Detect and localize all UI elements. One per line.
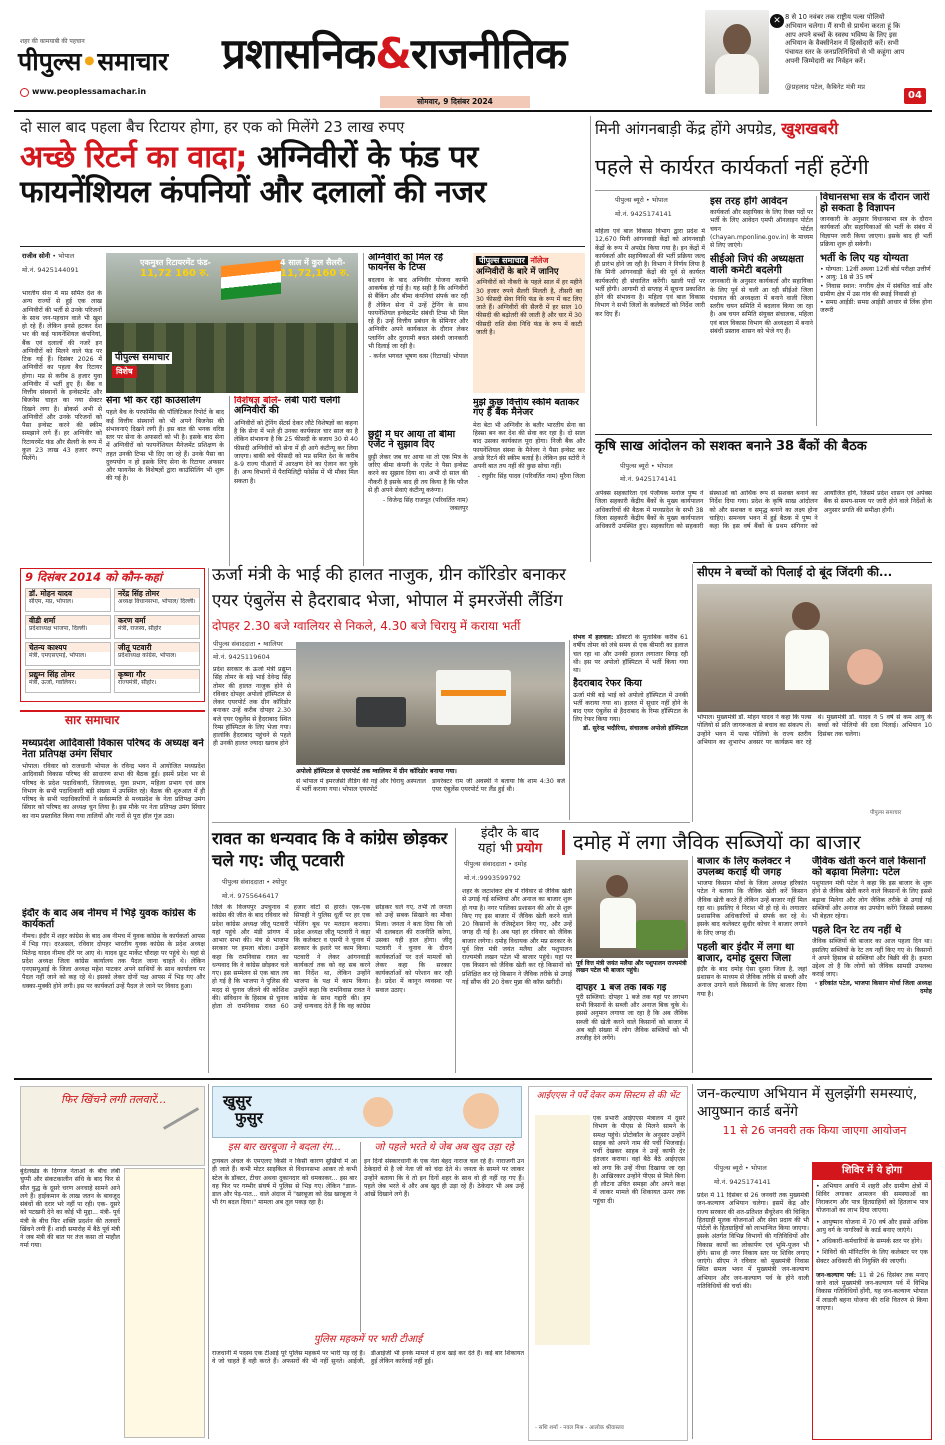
section-title-b: राजनीतिक (410, 29, 567, 78)
khusur-b2: इन दिनों संस्कारधानी के एक नेता बेहद नाराज चल रहे हैं। नाराजगी उन ठेकेदारों से है जो नेता जी को चंदा देते थे। जनता के सामने पर जाकर उन्होंने बताया कि वे तो इन दिनों शहर के साथ वो ही नहीं रह गए हैं। पहले जेब भरते थे और अब खुद ही उड़ा रहे हैं। ठेकेदार भी अब उन्हें आंखें दिखाने लगे हैं। (364, 1158, 524, 1198)
sub5-signature: - रघुवीर सिंह यादव (परिवर्तित नाम) मुरैना जिला (477, 473, 585, 481)
calendar-person (114, 615, 200, 639)
urja-body-3: डायरेक्टर राम जी अवस्थी ने बताया कि शाम 4:30 बजे एयर एंबुलेंस एयरपोर्ट पर लैंड हुई थी। (432, 778, 565, 794)
divider (816, 196, 817, 426)
lead-sub4 (368, 430, 468, 566)
anganwadi-byline: पीपुल्स ब्यूरो • भोपाल (615, 196, 668, 204)
urja-headline-1: ऊर्जा मंत्री के भाई की हालत नाजुक, ग्रीन कॉरिडोर बनाकर (212, 565, 566, 585)
damoh-caption: पूर्व वित्त मंत्री जयंत मलैया और पशुपालन राज्यमंत्री लखन पटेल भी बाजार पहुंचे। (576, 960, 687, 975)
globe-icon (20, 88, 29, 97)
masthead-rule (14, 110, 932, 112)
anganwadi-mobile: मो.नं. 9425174141 (615, 210, 672, 218)
damoh-b-bazar: भाजपा किसान मोर्चा के जिला अध्यक्ष हरिकांत पटेल ने बताया कि जैविक खेती करें किसान जैविक खेती करते हैं लेकिन उन्हें बाजार नहीं मिल रहा था। इसलिए वे निराश भी हो रहे थे। लगातार प्रशासनिक अधिकारियों से संपर्क कर रहे थे। इसके बाद कलेक्टर सुधीर कोचर ने बाजार लगाने के लिए जगह दी। (697, 880, 807, 937)
damoh-sub (576, 984, 688, 1074)
knowledge-brand: पीपुल्स समाचार (476, 256, 528, 265)
urja-sidebar-p1 (573, 634, 688, 675)
jan-body: प्रदेश में 11 दिसंबर से 26 जनवरी तक मुख्यमंत्री जन-कल्याण अभियान चलेगा। इसमें केंद्र और राज्य सरकार की शत-प्रतिशत सैचुरेशन की चिन्हित हितग्राही मूलक योजनाओं और सेवा प्रदाय की भी पोर्टलों के हितग्राहियों को लाभान्वित किया जाएगा। इसके अंतर्गत विभिन्न विभागों की गतिविधियों और विकास कार्यों का लोकार्पण एवं भूमि-पूजन भी होंगे। साथ ही नगर निकाय स्तर पर शिविर लगाए जाएंगे। सीएम ने रविवार को मुख्यमंत्री निवास स्थित समत्व भवन में मुख्यमंत्री जन-कल्याण अभियान और जन-कल्याण पर्व के होने वाली गतिविधियों की चर्चा की। (697, 1192, 809, 1290)
person-name: जीतू पटवारी (115, 643, 199, 652)
khusur-h2: जो पहले भरते थे जेब अब खुद उड़ा रहे (374, 1142, 514, 1153)
urja-sidebar-sign: डॉ. सुरेन्द्र भदौरिया, संचालक अपोलो हॉस्पिटल (583, 724, 688, 732)
eligibility-item: • निवास स्थान: नगरीय क्षेत्र में संबंधित वार्ड और ग्रामीण क्षेत्र में उस गांव की स्थाई निवासी हो (820, 282, 932, 298)
anganwadi-kicker-text: मिनी आंगनबाड़ी केंद्र होंगे अपग्रेड, (595, 120, 782, 138)
damoh-byline: पीपुल्स संवाददाता • दमोह (464, 860, 527, 868)
person-name: चेतन्य काश्यप (26, 643, 110, 652)
damoh-sub-kicker: दोपहर 1 बजे तक बिक गई (576, 984, 667, 993)
ear-icon (363, 1097, 393, 1127)
divider (569, 640, 570, 820)
minister-photo (705, 10, 769, 94)
damoh-body: शहर के जटाशंकर क्षेत्र में रविवार से जैविक खेती से उगाई गई सब्जियां और अनाज का बाजार शुरू हो गया है। नगर पालिका प्रशासन की ओर से शुरू किए गए इस बाजार में जैविक खेती करने वाले 20 किसानों के रजिस्ट्रेशन किए गए, और उन्हें जगह दी गई है। अब यहां हर रविवार को जैविक बाजार लगेगा। दमोह विधायक और मप्र सरकार के पूर्व वित्त मंत्री जयंत मलैया और पशुपालन राज्यमंत्री लखन पटेल भी बाजार पहुंचे। यहां पर एक किसान को जैविक खेती कर रहे किसानों को प्रशिक्षित कर रहे किसान ने जैविक तरीके से उगाई गई सौंफ की 20 देकर मुन्ना की कॉफ़ खरीदी। (462, 888, 572, 986)
ias-credits: - सशि शर्मा - नवल मिश्र - आलोक श्रीवास्तव (535, 1425, 624, 1431)
urja-body-2: से भोपाल में इमरजेंसी लैंडिंग की गई और चिरायु अस्पताल में भर्ती कराया गया। भोपाल एयरपोर्ट (296, 778, 426, 794)
urja-place: ग्वालियर (263, 640, 283, 648)
person-role: सीएम, मप्र, भोपाल। (29, 598, 74, 606)
saar1-body: भोपाल। रविवार को राजधानी भोपाल के रविन्द्र भवन में आयोजित मध्यप्रदेश आदिवासी विकास परिषद की साधारण सभा की बैठक हुई। इसमें प्रदेश भर से परिषद के प्रदेश पदाधिकारी, जिलाध्यक्ष, युवा प्रभाग, महिला प्रभाग एवं छात्र विभाग के सभी पदाधिकारी बड़ी संख्या में उपस्थित रहे। बैठक की शुरुआत में ही परिषद के सभी पदाधिकारियों ने सर्वसम्मति से मध्यप्रदेश के नेता प्रतिपक्ष उमंग सिंघार को परिषद का अध्यक्ष चुन लिया है। इस मौके पर नेता प्रतिपक्ष उमंग सिंघार का नाम प्रस्तावित किया गया तालियों और नारों से पूरा हॉल गूंज उठा। (22, 763, 205, 820)
face-icon (463, 1093, 499, 1129)
sub1-body: पहले बैच के परफॉर्मेंस की पॉलिटिकल रिपोर्ट के बाद कई वित्तीय संस्थानों को भी अपने बिजनेस की संभावनाएं दिखने लगी हैं। इस बात की भनक वरिष्ठ स्तर पर सेना के अफसरों को भी है। इसके बाद सेना में अग्निवीरों को फायनेंशियल मैनेजमेंट प्रशिक्षण के तहत उनकी टिप्स भी दिए जा रहे हैं। उनके पैसा का दुरुपयोग न हो इसके लिए सेना के रिटायर अफसर और फायनेंस के विशेषज्ञों द्वारा काउंसिलिंग भी शुरू की गई है। (106, 409, 224, 483)
divider (590, 116, 591, 562)
person-role: प्रदेशाध्यक्ष कांग्रेस, भोपाल। (118, 652, 177, 660)
lead-byline (22, 252, 112, 260)
knowledge-box (473, 253, 585, 393)
cartoon-illustration (124, 1168, 205, 1438)
urja-sidebar-body-2: ऊर्जा मंत्री बड़े भाई को अपोलो हॉस्पिटल में उनकी भर्ती कराया गया था। हालत में सुधार नहीं होने के बाद एयर एंबुलेंस से हैदराबाद के रिम्स हॉस्पिटल के लिए रेफर किया गया। (573, 691, 688, 724)
jan-headline: जन-कल्याण अभियान में सुलझेंगी समस्याएं, आयुष्मान कार्ड बनेंगे (697, 1086, 918, 1120)
polio-headline: सीएम ने बच्चों को पिलाई दो बूंद जिंदगी की... (697, 565, 893, 579)
saar-story-2 (22, 908, 205, 1073)
eligibility-list (820, 266, 932, 316)
cartoon-panel (20, 1086, 205, 1166)
khusur-label-2: फुसुर (235, 1109, 263, 1128)
krishi-author: पीपुल्स ब्यूरो (620, 462, 649, 470)
saar2-body: नीमच। इंदौर में शहर कांग्रेस के बाद अब नीमच में युवक कांग्रेस के कार्यकर्ता आपस में भिड़ गए। दरअसल, रविवार दोपहर भारतीय युवक कांग्रेस के प्रदेश अध्यक्ष मितेन्द्र यादव नीमच दौरे पर आए थे। यादव फ्रूट मार्केट चौराहा पर पहुंचे थे। यहां से प्रदेश अध्यक्ष जिला कांग्रेस कार्यालय तक पैदल जाना चाहते थे। लेकिन एनएसयूआई के जिला अध्यक्ष महेश पाटकर अपने साथियों के साथ कार्यालय पर पैदल नहीं जाने को कह रहे थे। इसको लेकर दोनों पक्ष आपस में भिड़ गए और धक्का-मुक्की होने लगी। इस पर कार्यकर्ता उन्हें पैदल ले जाने पर विवाद हुआ। (22, 933, 205, 990)
sub3-signature: - कर्नल भगवत भूषण वत्स (रिटायर्ड) भोपाल (369, 353, 468, 361)
jan-box-item: • अधिकारी-कर्मचारियों के सम्पर्क स्तर पर होंगे। (816, 1238, 923, 1245)
damoh-col-3 (697, 856, 807, 1073)
person-role: मंत्री, राजस्व, सीहोर (118, 625, 162, 633)
divider (208, 1084, 209, 1439)
damoh-headline: दमोह में लगा जैविक सब्जियों का बाजार (562, 830, 932, 855)
paper-name-a: पीपुल्स (18, 47, 82, 76)
stat2-label: 4 साल में कुल सैलरी- (280, 258, 346, 267)
section-title-a: प्रशासनिक (222, 29, 376, 78)
person-role: राज्यमंत्री, सीहोर। (118, 679, 157, 687)
lead-headline (20, 140, 585, 210)
divider (208, 568, 209, 1073)
jan-place: भोपाल (750, 1164, 767, 1172)
jan-kicker: 11 से 26 जनवरी तक किया जाएगा आयोजन (722, 1124, 907, 1137)
person-role: प्रदेशाध्यक्ष भाजपा, दिल्ली। (29, 625, 88, 633)
damoh-sub-body: पूरी सब्जियां: दोपहर 1 बजे तक यहां पर लगभग सभी किसानों के सब्जी और अनाज बिक चुके थे। इससे अनुमान लगाया जा रहा है कि अब जैविक सब्जी की खेती करने वाले किसानों को बाजार में अब बड़ी संख्या में लोग जैविक सब्जियों को भी तरजीह देने लगेंगे। (576, 993, 688, 1043)
polio-photo (697, 584, 932, 712)
lead-special-tag: विशेष (112, 366, 137, 378)
page-number: 04 (904, 88, 926, 104)
person-name: वीडी शर्मा (26, 616, 110, 625)
section-ampersand: & (375, 29, 411, 78)
divider (595, 434, 932, 435)
sub2-headline (234, 396, 358, 417)
indore-kicker-1: इंदौर के बाद (481, 826, 539, 841)
person-name: कृष्णा गौर (115, 670, 199, 679)
urja-byline: पीपुल्स संवाददाता • ग्वालियर (213, 640, 333, 650)
anganwadi-place: भोपाल (651, 196, 668, 204)
knowledge-headline: अग्निवीरों के बारे में जानिए (476, 267, 559, 277)
lead-sub1 (106, 396, 224, 566)
rawat-mobile: मो.नं. 9755646417 (222, 892, 279, 900)
calendar-title: 9 दिसंबर 2014 को कौन-कहां (25, 570, 162, 584)
lead-mobile: मो.नं. 9425144091 (22, 266, 79, 274)
anganwadi-author: पीपुल्स ब्यूरो (615, 196, 644, 204)
damoh-col-4 (812, 856, 932, 1073)
eligibility-item: • योग्यता: 12वीं अथवा 12वीं बोर्ड परीक्षा उत्तीर्ण (820, 266, 931, 273)
logo-dot-icon: • (81, 47, 98, 76)
sword-icon (163, 1107, 199, 1130)
damoh-h-jaivik: जैविक खेती करने वाले किसानों को बढ़ावा मिलेगा: पटेल (812, 856, 926, 878)
urja-sidebar (573, 634, 688, 819)
anganwadi-col3 (820, 192, 932, 432)
quote-author: @प्रहलाद पटेल, कैबिनेट मंत्री मप्र (785, 83, 866, 91)
eligibility-item: • समग्र आईडी: समग्र आईडी आधार से लिंक होना जरूरी (820, 299, 932, 315)
saar-title: सार समाचार (65, 713, 120, 727)
saar2-headline: इंदौर के बाद अब नीमच में भिड़े युवक कांग्रेस के कार्यकर्ता (22, 908, 196, 930)
damoh-photo (576, 860, 688, 958)
sub5-headline: मुझे कुछ वित्तीय स्कीमें बताकर गए हैं बैंक मैनेजर (473, 398, 579, 419)
saar-header (20, 710, 205, 726)
jan-box-title: शिविर में ये होगा (813, 1163, 931, 1180)
sub4-headline: छुट्टी में घर आया तो बीमा एजेंट ने सुझाव दिए (368, 430, 456, 451)
divider (692, 564, 693, 822)
person-role: मंत्री, ऊर्जा, ग्वालियर। (29, 679, 77, 687)
sub2-kicker: विशेषज्ञ बोले- (234, 396, 282, 406)
divider (360, 1142, 361, 1332)
urja-sidebar-kicker: संभव में हलचल: (573, 634, 614, 641)
calendar-person (114, 669, 200, 693)
krishi-place: भोपाल (656, 462, 673, 470)
rawat-body: जिले के विजयपुर उपचुनाव में कांग्रेस की जीत के बाद रविवार को प्रदेश कांग्रेस अध्यक्ष जीतू पटवारी यहां पहुंचे और मंडी प्रांगण में आभार सभा की। मंच से भाजपा सरकार पर हमला बोला। उन्होंने कहा कि रामनिवास रावत का धन्यवाद कि वे कांग्रेस छोड़कर चले गए। इस सम्मेलन से एक बात तय हो गई है कि भाजपा ने पुलिस की मदद से चुनाव जीतने की कोशिश की। संविधान के हिसाब से चुनाव होता तो रामनिवास रावत 60 हजार वोटों से हारते। एक-एक सिपाही ने पुलिस धूर्ती पर हर एक पोलिंग बूथ पर मतदान कराया। प्रदेश अध्यक्ष जीतू पटवारी ने कहा कि कलेक्टर व एसपी ने चुनाव में सरकार के इशारे पर काम किया। पटवारी ने लेकर आंगनवाड़ी कार्यकर्ता तक को वह सब करने का निर्देश था, लेकिन उन्होंने भाजपा के पक्ष में काम किया। उन्होंने कहा कि रामनिवास रावत ने कांग्रेस के साथ गद्दारी की। हम उन्हें धन्यवाद देते हैं कि वह कांग्रेस छोड़कर चले गए, तभी तो जनता को उन्हें सबक सिखाने का मौका मिला। जनता ने बता दिया कि जो भी दलबदल की राजनीति करेगा, उसका यही हाल होगा। जीतू पटवारी ने चुनाव के दौरान कार्यकर्ताओं पर दर्ज मामलों को लेकर कहा कि सरकार कार्यकर्ताओं को परेशान कर रही है। प्रदेश में कानून व्यवस्था पर सवाल उठाए। (212, 904, 452, 1010)
section-title (222, 28, 566, 81)
sub2-body: अग्निवीरों को ट्रेनिंग सेंटर्स देकर लौटे विशेषज्ञों का कहना है कि सेना में भले ही उनका कार्यकाल चार साल का है लेकिन संभावना है कि 25 फीसदी के बजाय 30 से 40 फीसदी अग्निवीरों को सेना में ही आगे कंटीन्यू कर लिया जाएगा। बाकी बचे फीसदी को मप्र समित देश के करीब 8-9 राज्य पीआरों में आरक्षण देने का ऐलान कर चुके हैं। अन्य विभागों में पैरामिलिट्री फोर्सेस में भी मौका मिल सकता है। (234, 419, 358, 485)
krishi-byline: पीपुल्स ब्यूरो • भोपाल (620, 462, 673, 470)
jan-box-list (813, 1180, 931, 1272)
indore-kicker-2 (460, 842, 560, 857)
polio-body: भोपाल। मुख्यमंत्री डॉ. मोहन यादव ने कहा कि पल्स पोलियो से प्रति जागरूकता से बचाव का संकल्प लें। उन्होंने भवन में पल्स पोलियो के राज्य स्तरीय अभियान का शुभारंभ अवसर पर कार्यक्रम कर रहे थे। मुख्यमंत्री डॉ. यादव ने 5 वर्ष से कम आयु के बच्चों को पोलियो की दवा पिलाई। अभियान 10 दिसंबर तक चलेगा। (697, 714, 932, 746)
stat1-label: एकमुश्त रिटायरमेंट फंड- (140, 258, 211, 267)
bottom-band-rule (14, 1078, 932, 1080)
person-name: करण वर्मा (115, 616, 199, 625)
urja-headline-2: एयर एंबुलेंस से हैदराबाद भेजा, भोपाल में इमरजेंसी लैंडिंग (212, 591, 563, 611)
anganwadi-kicker-red: खुशखबरी (781, 119, 839, 138)
date-strip (380, 96, 530, 108)
lead-sub3 (368, 253, 468, 428)
urja-kicker: दोपहर 2.30 बजे ग्वालियर से निकले, 4.30 बजे चिरायु में कराया भर्ती (212, 619, 521, 633)
sub5-body: मेरा बेटा भी अग्निवीर के बतौर भारतीय सेना का हिस्सा बन कर देश की सेवा कर रहा है। दो साल बाद उसका कार्यकाल पूरा होगा। निजी बैंक और फायनेंशियल संस्था के मैनेजर ने पैसा इन्वेस्ट कर अच्छे रिटर्न की स्कीम बताई है। लेकिन इस स्टोरी ने अपनी बात तय नहीं की कुछ सोचा नहीं। (473, 421, 585, 471)
ias-cartoon (535, 1115, 590, 1345)
calendar-grid (21, 586, 204, 695)
urja-sidebar-body: डॉक्टरों के मुताबिक करीब 61 वर्षीय तोमर को लंबे समय से एक बीमारी का इलाज चल रहा था और उनकी हालत लगातार बिगड़ रही थी। इस पर अपोलो हॉस्पिटल में भर्ती किया गया था। (573, 634, 688, 674)
calendar-person (114, 642, 200, 666)
indore-kicker-red: प्रयोग (516, 840, 543, 856)
damoh-mobile: मो.नं.:9993599792 (464, 874, 521, 882)
lead-brand-tag (112, 352, 172, 364)
khusur-banner (212, 1086, 522, 1138)
jan-box-item: • अभियान अवधि में शहरी और ग्रामीण क्षेत्रों में शिविर लगाकर आमजन की समस्याओं का निराकरण और पात्र हितग्राहियों को हितलाभ पात्र योजनाओं का लाभ दिया जाएगा। (816, 1182, 928, 1215)
damoh-b-jaivik: पशुपालन मंत्री पटेल ने कहा कि इस बाजार के शुरू होने से जैविक खेती करने वाले किसानों के लिए इससे बढ़ावा मिलेगा और लोग जैविक तरीके से उगाई गई सब्जियों और अनाज का उपयोग करेंगे जिससे स्वास्थ्य भी बेहतर रहेगा। (812, 880, 932, 920)
anganwadi-h3: सीईओ जिपं की अध्यक्षता वाली कमेटी बदलेगी (710, 254, 804, 277)
anganwadi-b4: जानकारी के अनुसार विधानसभा सत्र के दौरान कार्यकर्ता और सहायिकाओं की भर्ती के संबंध में विज्ञापन जारी किया जाएगा। इसके बाद ही भर्ती प्रक्रिया शुरू हो सकेगी। (820, 216, 932, 248)
urja-mobile: मो.नं. 9425119604 (213, 653, 270, 661)
khusur-h3: पुलिस महकमें पर भारी टीआई (313, 1334, 423, 1345)
person-name: डॉ. मोहन यादव (26, 589, 110, 598)
anganwadi-headline: पहले से कार्यरत कार्यकर्ता नहीं हटेंगी (595, 155, 869, 179)
anganwadi-col2 (710, 196, 813, 431)
pin-icon: • (52, 252, 57, 260)
divider (229, 396, 230, 566)
lead-sub5 (473, 398, 585, 566)
knowledge-body: अग्निवीरों को नौकरी के पहले साल में हर महीने 30 हजार रुपये सैलरी मिलती है, तीसरी का 30 फीसदी सेवा निधि फंड के रूप में कट लिए जाते हैं। अग्निवीरों की सैलरी में हर साल 10 फीसदी की बढ़ोतरी की जाती है और चार में 30 फीसदी राशि सेवा निधि फंड के रूप में काटी जाती है। (476, 279, 582, 336)
issue-date: सोमवार, 9 दिसंबर 2024 (417, 97, 493, 106)
saar-story-1 (22, 738, 205, 903)
knowledge-tag (476, 256, 582, 266)
indore-kicker (460, 827, 560, 857)
jan-author: पीपुल्स ब्यूरो (714, 1164, 743, 1172)
urja-author: पीपुल्स संवाददाता (213, 640, 256, 648)
calendar-person (114, 588, 200, 612)
krishi-headline: कृषि साख आंदोलन को सशक्त बनाने 38 बैंकों की बैठक (595, 439, 867, 454)
krishi-body: अपेक्स सहकारिता एवं पंजीयक मनोज पुष्प ने जिला सहकारी केंद्रीय बैंकों के मुख्य कार्यपालन अधिकारियों की बैठक में मध्यप्रदेश के सभी 38 जिला सहकारी केंद्रीय बैंकों के मुख्य कार्यपालन अधिकारी उपस्थित हुए। सहकारिता को सहकारी संस्थाओं को आर्थिक रूप से सशक्त बनाने का निर्देश दिया गया। प्रदेश के कृषि साख आंदोलन को और सशक्त व समृद्ध बनाने का लक्ष्य होना चाहिए। समन्वय भवन में हुई बैठक में पुष्प ने कहा कि इस वर्ष बैंकों के प्रथम संगिनार को आयोजित होंगे, जिसमें प्रदेश शासन एवं अपेक्स बैंक से समय-समय पर जारी होने वाले निर्देशों के अनुसार प्रगति की समीक्षा होगी। (595, 490, 932, 530)
calendar-person (25, 669, 111, 693)
jan-byline: पीपुल्स ब्यूरो • भोपाल (714, 1164, 767, 1172)
khusur-h1: इस बार खरबूजा ने बदला रंग... (227, 1142, 342, 1153)
cartoon-title: फिर खिंचने लगी तलवारें... (61, 1093, 167, 1106)
jan-box-item: • आयुष्मान योजना में 70 वर्ष और इससे अधिक आयु वर्ग के नागरिकों के कार्ड बनाए जाएंगे। (816, 1218, 928, 1234)
damoh-b-pehle: जैविक सब्जियों की बाजार का आज पहला दिन था। इसलिए सब्जियों के रेट तय नहीं किए गए थे। किसानों ने अपने हिसाब से सब्जियां और बिक्री की है। हमारा उद्देश्य तो है कि लोगों को जैविक सामग्री उपलब्ध कराई जाए। (812, 938, 932, 979)
masthead (0, 0, 945, 112)
damoh-h-pehle: पहले दिन रेट तय नहीं थे (812, 925, 902, 937)
minister-quote: 8 से 10 नवंबर तक राष्ट्रीय पल्स पोलियो अभियान चलेगा। मैं सभी से प्रार्थना करता हूं कि आप अपने बच्चों के स्वस्थ भविष्य के लिए इस अभियान के वैक्सीनेशन में हिस्सेदारी करें। सभी पंचायत स्तर के जनप्रतिनिधियों से भी कहूंगा आप अपनी जिम्मेदारी का निर्वहन करें। (785, 13, 905, 66)
sub1-headline: सेना भी कर रही काउंसलिंग (106, 396, 201, 406)
person-name: नरेंद्र सिंह तोमर (115, 589, 199, 598)
divider (692, 1084, 693, 1439)
paper-logo[interactable] (18, 46, 168, 77)
knowledge-label: नॉलेज (530, 256, 549, 265)
damoh-h-pehli: पहली बार इंदौर में लगा था बाजार, दमोह दूसरा जिला (697, 941, 795, 964)
calendar-person (25, 588, 111, 612)
divider (595, 190, 930, 191)
person-name: प्रद्युम्न सिंह तोमर (26, 670, 110, 679)
anganwadi-h2: इस तरह होंगे आवेदन (710, 196, 788, 207)
paper-name-b: समाचार (97, 47, 169, 76)
lead-body: भारतीय सेना में मप्र समित देश के अन्य राज्यों से हुई एक लाख अग्निवीरों की भर्ती से उनके परिजनों के साथ जन-पहचान वाले भी खुश हो रहे हैं। लेकिन इनसे हटकर देश भर की कई फायनेंशियल कंपनियां, बैंक एवं दलालों की नजरें इन अग्निवीरों को मिलने वाले फंड पर टिक गई हैं। दिसंबर 2026 में अग्निवीरों का पहला बैच रिटायर होगा। मप्र से करीब 8 हजार युवा अग्निवीर में भर्ती हुए हैं। बैंक व वित्तीय संस्थानों के इन्वेस्टमेंट और बिजनेस चाहत का नया सेक्टर दिखने लगा है। ब्रोकर्स अभी से अग्निवीरों और उनके परिजनों को पैसा इन्वेस्ट करने की स्कीम समझाने लगे हैं। हर अग्निवीर को रिटायरमेंट फंड और सैलरी के रूप में कुल 23 लाख 43 हजार रुपए मिलेंगे। (22, 290, 102, 462)
divider (693, 562, 932, 563)
jan-box-foot (813, 1272, 931, 1313)
jan-box-item: • शिविरों की मॉनिटरिंग के लिए कलेक्टर पर एक सेक्टर अधिकारी की नियुक्ति की जाएगी। (816, 1249, 928, 1265)
urja-caption: अपोलो हॉस्पिटल से एयरपोर्ट तक ग्वालियर में ग्रीन कॉरिडोर बनाया गया। (296, 768, 457, 775)
x-logo-icon: ✕ (770, 14, 784, 28)
rawat-author: पीपुल्स संवाददाता (222, 878, 265, 886)
khusur-label-1: खुसुर (223, 1092, 252, 1110)
khusur-b1: ट्रायबल अंचल के एमएलए किसी न किसी कारण सुर्खियों में आ ही जाते हैं। कभी मोटर साइकिल से विधानसभा आकर तो कभी स्टेज के डॉक्टर, टीचर अथवा दुकानदार को धमकाकर... इस बार वह फिर पर गम्भीर संघर्ष में पुलिस से भिड़ गए। लेकिन "डाल-डाल और पेड़-पात... वाले अंदाज में "खरबूजा को देख खरबूजा ने भी रंग बदल दिया।" मामला अब तूल पकड़ रहा है। (212, 1158, 357, 1207)
indore-kicker-2a: यहां भी (477, 840, 517, 856)
lead-author: राजीव सोनी (22, 252, 51, 260)
ambulance-photo (296, 642, 565, 765)
sub3-body: बदलाव के बाद अग्निवीर योजना काफी आकर्षक हो गई है। यह सही है कि अग्निवीरों से बैंकिंग और बीमा कंपनियां संपर्क कर रही हैं लेकिन सेना में उन्हें ट्रेनिंग के साथ फायनेंशियल इन्वेस्टमेंट संबंधी टिप्स भी मिल रहे हैं। उन्हें वित्तीय प्रबंधन के सेमिनार और अग्निवीर अपने कार्यकाल के दौरान लेकर प्लानिंग और दुरगामी बचत संबंधी जानकारी भी दिलाई जा रही है। (368, 276, 468, 350)
lead-sub2 (234, 396, 358, 566)
cartoon-body: बुंदेलखंड के दिग्गज नेताओं के बीच लंबी चुप्पी और संकटकालीन संधि के बाद फिर से सीत युद्ध के दूसरे चरण अनचाहे सामने आने लगे हैं। हाईकमान के लाख जतन के बावजूद संबंधों की दरार भरे नहीं पा रही। एक- दूसरे को पटखनी देने का कोई भी मुद्दा... मंत्री- पूर्व मंत्री के बीच फिर शक्ति प्रदर्शन की तलवारें खिंचने लगी हैं। शादी समारोह में बैठे पूर्व मंत्री ने जब मंत्री की बात पर तंज कसा तो माहौल गर्मा गया। (20, 1168, 120, 1250)
sub3-headline: अग्निवीरों को मिल रहे फायनेंस के टिप्स (368, 253, 443, 274)
stat1-value: 11,72 160 रु. (140, 268, 210, 279)
lead-headline-red: अच्छे रिटर्न का वादा; (20, 140, 247, 175)
damoh-author: पीपुल्स संवाददाता (464, 860, 507, 868)
person-role: अध्यक्ष विधानसभा, भोपाल/ दिल्ली। (118, 598, 196, 606)
urja-sidebar-headline: हैदराबाद रेफर किया (573, 678, 642, 690)
divider (455, 828, 456, 1073)
anganwadi-h4: विधानसभा सत्र के दौरान जारी हो सकता है विज्ञापन (820, 192, 930, 214)
khusur-logo (223, 1093, 263, 1128)
calendar-person (25, 615, 111, 639)
jan-foot-body: 11 से 26 दिसंबर तक मनाए जाने वाले मुख्यमंत्री जन-कल्याण पर्व में विभिन्न विकास गतिविधियों होंगी, यह जन-कल्याण भोपाल में लाडली बहना योजना की राशि वितरण से किया जाएगा। (816, 1271, 929, 1312)
rawat-headline: रावत का धन्यवाद कि वे कांग्रेस छोड़कर चले गए: जीतू पटवारी (212, 829, 448, 871)
calendar-box (20, 568, 205, 702)
paper-tagline: शहर की कामयाबी की पहचान (20, 38, 85, 45)
anganwadi-b3: जानकारी के अनुसार कार्यकर्ता और सहायिका के लिए पूर्व से चली आ रही सीईओ जिला पंचायत की अध्यक्षता में बनाने वाली जिला स्तरीय चयन समिति में बदलाव किया जा रहा है। अब चयन समिति संयुक्त संचालक, महिला एवं बाल विकास विभाग की अध्यक्षता में बनाने संबंधी प्रस्ताव शासन को भेजे गए हैं। (710, 278, 813, 335)
ias-panel (528, 1086, 688, 1441)
stat2-value: 11,72,160 रु. (280, 268, 350, 279)
person-role: मंत्री, एमएसएमई, भोपाल। (29, 652, 87, 660)
anganwadi-b2: कार्यकर्ता और सहायिका के लिए रिक्त पदों पर भर्ती के लिए आवेदन एमपी ऑनलाइन पोर्टल चयन पोर्टल (chayan.mponline.gov.in) के माध्यम से लिए जाएंगे। (710, 209, 813, 249)
krishi-mobile: मो.नं. 9425174141 (620, 475, 677, 483)
calendar-person (25, 642, 111, 666)
divider (692, 856, 693, 1073)
lead-headline-black: अग्निवीरों के फंड पर फायनेंशियल कंपनियों और दलालों की नजर (20, 140, 486, 211)
saar1-headline: मध्यप्रदेश आदिवासी विकास परिषद के अध्यक्ष बने नेता प्रतिपक्ष उमंग सिंघार (22, 738, 204, 760)
jan-mobile: मो.नं. 9425174141 (714, 1178, 771, 1186)
ias-title: आईएएस ने पर्दे देकर कम सिस्टम से की भेंट (536, 1091, 680, 1101)
divider (363, 253, 364, 566)
rawat-place: श्योपुर (272, 878, 287, 886)
sub4-signature: - विजेन्द्र सिंह राजपूत (परिवर्तित नाम) जबलपुर (382, 497, 468, 513)
polio-credit: पीपुल्स समाचार (870, 810, 902, 816)
jan-box (812, 1162, 932, 1440)
sub2-head: लंबी पारी चलेगी अग्निवीरों की (234, 396, 341, 417)
lead-rule (20, 246, 585, 247)
stat-box-1 (140, 258, 220, 281)
urja-body: प्रदेश सरकार के ऊर्जा मंत्री प्रद्युम्न सिंह तोमर के बड़े भाई देवेन्द्र सिंह तोमर की हालत नाजुक होने से रविवार दोपहर अपोलो हॉस्पिटल से लेकर एयरपोर्ट तक ग्रीन कॉरिडोर बनाकर उन्हें करीब दोपहर 2.30 बजे एयर एंबुलेंस से हैदराबाद स्थित रिम्स हॉस्पिटल के लिए भेजा गया। हालांकि हैदराबाद पहुंचने से पहले ही उनकी हालत ज्यादा खराब होने (213, 666, 291, 748)
sub4-body: छुट्टी लेकर जब घर आया था तो एक मित्र के जरिए बीमा कंपनी के एजेंट ने पैसा इन्वेस्ट करने का सुझाव दिया था। अभी दो साल की नौकरी है इसके बाद ही तय किया है कि फौज से ही अपने सेवाएं कंटीन्यू करूंगा। (368, 453, 468, 494)
anganwadi-h5: भर्ती के लिए यह योग्यता (820, 253, 909, 264)
jan-foot-kicker: जन-कल्याण पर्व: (816, 1271, 857, 1279)
lead-kicker: दो साल बाद पहला बैच रिटायर होगा, हर एक को मिलेंगे 23 लाख रुपए (20, 118, 405, 136)
divider (212, 822, 690, 823)
damoh-place: दमोह (514, 860, 527, 868)
ias-body: एक प्रभारी आईएएस मंत्रालय में दूसरे विभाग के पीएस से मिलने सामने के समक्ष पहुंचे। प्रोटोकॉल के अनुसार उन्होंने साहब को अपने नाम की पर्ची भिजवाई। पर्ची देखकर साहब ने उन्हें काफी देर इंतजार कराया। वहां बैठे बैठे आईएएस को लगा कि उन्हें नीचा दिखाया जा रहा है। आखिरकार उन्होंने पीएस से मिले बिना ही लौटना उचित समझा और अपने कक्ष में जाकर मामले की शिकायत ऊपर तक पहुंचा दी। (593, 1115, 685, 1205)
damoh-h-bazar: बाजार के लिए कलेक्टर ने उपलब्ध कराई थी जगह (697, 856, 791, 878)
anganwadi-body: महिला एवं बाल विकास विभाग द्वारा प्रदेश में 12,670 मिनी आंगनवाड़ी केंद्रों को आंगनवाड़ी केंद्रों के रूप में अपग्रेड किया गया है। इन केंद्रों में कार्यकर्ता और सहायिकाओं की भर्ती प्रक्रिया जल्द ही प्रारंभ होने जा रही है। विभाग ने निर्णय लिया है कि मिनी आंगनवाड़ी केंद्रों की पूर्व से कार्यरत कार्यकर्ताएं ही संचालित करेंगी। खाली पदों पर भर्ती होगी। आगामी दो सप्ताह में सूचना प्रकाशित होने की संभावना है। महिला एवं बाल विकास विभाग ने सभी जिलों के कलेक्टरों को निर्देश जारी कर दिए हैं। (595, 228, 705, 318)
anganwadi-kicker (595, 120, 930, 139)
damoh-b-pehli: इंदौर के बाद दमोह ऐसा दूसरा जिला है, जहां प्रशासन के माध्यम से जैविक तरीके से सब्जी और अनाज उगाने वाले किसानों के लिए बाजार दिया गया है। (697, 965, 807, 998)
lead-brand-name: पीपुल्स समाचार (115, 352, 170, 363)
rawat-byline: पीपुल्स संवाददाता • श्योपुर (222, 878, 287, 886)
stat-box-2 (280, 258, 355, 281)
khusur-b3: राजधानी में पदस्थ एक टीआई पूरे पुलिस महकमें पर भारी पड़ रहे हैं। वे जो चाहते हैं वही करते हैं। अफसरों की भी नहीं सुनते। आईजी, डीआईजी भी इनके मामले में हाथ खड़े कर देते हैं। कई बार शिकायत हुई लेकिन कार्रवाई नहीं हुई। (212, 1350, 524, 1366)
eligibility-item: • आयु: 18 से 35 वर्ष (820, 274, 873, 282)
damoh-signature: - हरिकांत पटेल, भाजपा किसान मोर्चा जिला अध्यक्ष दमोह (814, 979, 932, 995)
lead-place: भोपाल (58, 252, 75, 260)
website-link[interactable]: www.peoplessamachar.in (32, 87, 147, 96)
